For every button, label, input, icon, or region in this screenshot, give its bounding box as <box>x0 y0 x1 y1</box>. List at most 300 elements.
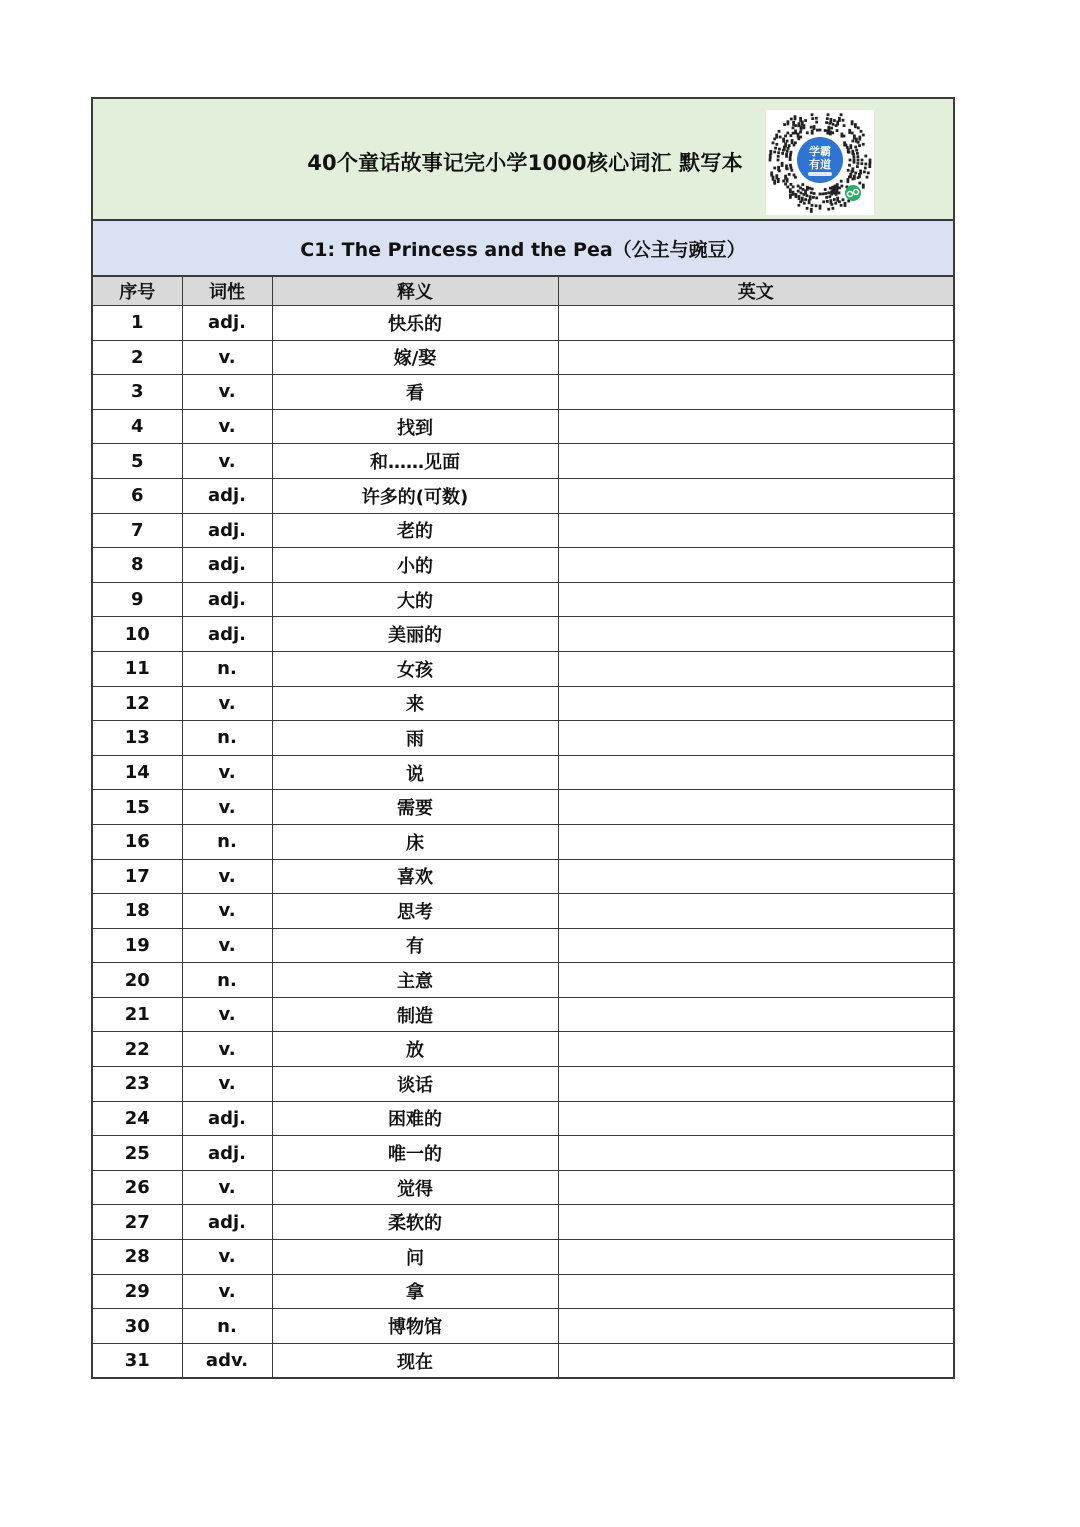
qr-dot <box>810 191 813 194</box>
qr-dot <box>815 204 818 207</box>
row-part-of-speech: n. <box>182 721 272 756</box>
qr-dot <box>819 129 822 132</box>
qr-dot <box>825 196 828 199</box>
row-meaning: 柔软的 <box>272 1205 558 1240</box>
qr-dot <box>856 152 859 155</box>
row-english-answer[interactable] <box>558 513 953 548</box>
qr-dot <box>781 162 784 167</box>
column-header-number: 序号 <box>93 277 182 306</box>
row-meaning: 谈话 <box>272 1067 558 1102</box>
qr-dot <box>782 138 785 143</box>
table-row <box>93 859 953 894</box>
qr-dot <box>784 143 787 148</box>
row-number: 9 <box>93 582 182 617</box>
qr-dot <box>811 188 814 191</box>
row-number: 29 <box>93 1274 182 1309</box>
qr-dot <box>784 135 787 138</box>
row-english-answer[interactable] <box>558 340 953 375</box>
qr-dot <box>832 123 835 126</box>
row-number: 20 <box>93 963 182 998</box>
row-number: 26 <box>93 1170 182 1205</box>
row-meaning: 嫁/娶 <box>272 340 558 375</box>
row-english-answer[interactable] <box>558 1067 953 1102</box>
row-english-answer[interactable] <box>558 1343 953 1377</box>
qr-dot <box>857 159 860 162</box>
row-part-of-speech: v. <box>182 340 272 375</box>
qr-code-icon <box>766 110 874 215</box>
row-meaning: 和……见面 <box>272 444 558 479</box>
qr-dot <box>812 196 815 199</box>
qr-dot <box>852 140 855 143</box>
qr-dot <box>787 120 790 125</box>
qr-dot <box>840 204 843 207</box>
row-meaning: 找到 <box>272 409 558 444</box>
qr-dot <box>789 164 792 167</box>
row-english-answer[interactable] <box>558 409 953 444</box>
qr-dot <box>835 193 838 196</box>
table-row <box>93 306 953 341</box>
row-english-answer[interactable] <box>558 1274 953 1309</box>
qr-dot <box>777 166 780 171</box>
qr-dot <box>778 130 781 133</box>
qr-dot <box>815 197 818 200</box>
row-part-of-speech: v. <box>182 1032 272 1067</box>
qr-dot <box>857 141 860 144</box>
row-part-of-speech: v. <box>182 375 272 410</box>
row-part-of-speech: n. <box>182 651 272 686</box>
row-part-of-speech: adj. <box>182 617 272 652</box>
qr-dot <box>792 132 795 135</box>
row-part-of-speech: v. <box>182 444 272 479</box>
qr-dot <box>848 151 851 154</box>
qr-dot <box>857 176 860 179</box>
row-meaning: 看 <box>272 375 558 410</box>
qr-dot <box>825 192 828 195</box>
row-english-answer[interactable] <box>558 721 953 756</box>
row-english-answer[interactable] <box>558 755 953 790</box>
qr-dot <box>815 117 818 120</box>
qr-dot <box>791 139 794 144</box>
table-row <box>93 928 953 963</box>
qr-dot <box>787 147 790 150</box>
row-number: 13 <box>93 721 182 756</box>
row-part-of-speech: v. <box>182 755 272 790</box>
table-row <box>93 375 953 410</box>
qr-dot <box>822 193 825 196</box>
qr-dot <box>860 162 863 165</box>
row-number: 4 <box>93 409 182 444</box>
row-meaning: 问 <box>272 1240 558 1275</box>
qr-dot <box>773 151 776 154</box>
qr-dot <box>777 155 780 158</box>
qr-dot <box>838 117 841 122</box>
row-english-answer[interactable] <box>558 1170 953 1205</box>
row-part-of-speech: v. <box>182 686 272 721</box>
row-number: 11 <box>93 651 182 686</box>
row-part-of-speech: adj. <box>182 1205 272 1240</box>
qr-label-line1: 学霸 <box>809 145 831 158</box>
table-row <box>93 997 953 1032</box>
row-english-answer[interactable] <box>558 548 953 583</box>
qr-dot <box>842 119 845 122</box>
qr-dot <box>824 188 827 191</box>
qr-dot <box>806 194 809 197</box>
qr-dot <box>794 130 797 135</box>
title-band <box>93 99 953 221</box>
row-english-answer[interactable] <box>558 651 953 686</box>
qr-dot <box>829 130 832 135</box>
qr-dot <box>810 126 813 129</box>
qr-dot <box>848 129 851 134</box>
table-row <box>93 1032 953 1067</box>
table-row <box>93 444 953 479</box>
qr-dot <box>854 146 857 149</box>
row-english-answer[interactable] <box>558 1101 953 1136</box>
qr-dot <box>777 159 780 162</box>
qr-dot <box>802 188 805 191</box>
qr-dot <box>769 150 772 155</box>
row-english-answer[interactable] <box>558 478 953 513</box>
table-row <box>93 1067 953 1102</box>
row-meaning: 来 <box>272 686 558 721</box>
qr-dot <box>830 118 833 123</box>
qr-dot <box>773 167 776 170</box>
qr-dot <box>786 132 789 135</box>
qr-dot <box>798 204 801 207</box>
qr-dot <box>828 195 831 198</box>
row-meaning: 床 <box>272 824 558 859</box>
row-english-answer[interactable] <box>558 790 953 825</box>
row-english-answer[interactable] <box>558 894 953 929</box>
row-part-of-speech: v. <box>182 997 272 1032</box>
qr-dot <box>775 174 778 179</box>
row-part-of-speech: adj. <box>182 548 272 583</box>
qr-dot <box>847 178 850 183</box>
qr-dot <box>789 153 792 156</box>
qr-dot <box>840 180 843 183</box>
qr-dot <box>799 117 802 122</box>
qr-dot <box>827 191 830 194</box>
row-number: 2 <box>93 340 182 375</box>
row-english-answer[interactable] <box>558 963 953 998</box>
qr-dot <box>792 126 795 129</box>
qr-dot <box>799 136 802 139</box>
row-part-of-speech: v. <box>182 859 272 894</box>
qr-dot <box>803 202 806 205</box>
qr-dot <box>833 198 836 201</box>
qr-dot <box>849 159 852 162</box>
qr-dot <box>827 126 830 131</box>
qr-dot <box>811 130 814 135</box>
qr-dot <box>838 187 841 190</box>
qr-dot <box>781 152 784 155</box>
table-row <box>93 1170 953 1205</box>
qr-dot <box>811 113 814 116</box>
qr-dot <box>856 165 859 168</box>
row-meaning: 主意 <box>272 963 558 998</box>
row-english-answer[interactable] <box>558 306 953 341</box>
chapter-title: C1: The Princess and the Pea（公主与豌豆） <box>93 221 953 277</box>
qr-dot <box>783 123 786 126</box>
worksheet <box>91 97 955 1379</box>
qr-dot <box>848 176 851 179</box>
table-row <box>93 1274 953 1309</box>
qr-dot <box>869 159 872 164</box>
qr-label-line2: 有道 <box>809 158 831 171</box>
row-part-of-speech: n. <box>182 963 272 998</box>
row-english-answer[interactable] <box>558 686 953 721</box>
qr-dot <box>852 178 855 181</box>
qr-dot <box>852 153 855 156</box>
qr-dot <box>811 117 814 120</box>
row-part-of-speech: v. <box>182 790 272 825</box>
qr-dot <box>790 134 793 137</box>
row-meaning: 需要 <box>272 790 558 825</box>
row-number: 19 <box>93 928 182 963</box>
table-row <box>93 894 953 929</box>
table-row <box>93 478 953 513</box>
qr-dot <box>866 176 869 179</box>
row-number: 28 <box>93 1240 182 1275</box>
qr-dot <box>858 136 861 141</box>
column-header-meaning: 释义 <box>272 277 558 306</box>
row-english-answer[interactable] <box>558 997 953 1032</box>
table-row <box>93 824 953 859</box>
qr-dot <box>784 183 787 186</box>
row-part-of-speech: n. <box>182 824 272 859</box>
row-part-of-speech: v. <box>182 1240 272 1275</box>
table-row <box>93 1136 953 1171</box>
qr-dot <box>851 120 854 125</box>
qr-dot <box>832 207 835 210</box>
row-number: 8 <box>93 548 182 583</box>
qr-dot <box>790 118 793 121</box>
row-number: 3 <box>93 375 182 410</box>
qr-dot <box>799 200 802 203</box>
row-english-answer[interactable] <box>558 617 953 652</box>
qr-dot <box>786 140 789 143</box>
qr-dot <box>790 169 793 172</box>
row-english-answer[interactable] <box>558 1309 953 1344</box>
qr-dot <box>857 162 860 165</box>
qr-dot <box>862 184 865 189</box>
row-meaning: 觉得 <box>272 1170 558 1205</box>
qr-dot <box>806 131 809 134</box>
table-row <box>93 721 953 756</box>
qr-dot <box>784 175 787 180</box>
row-meaning: 现在 <box>272 1343 558 1377</box>
qr-dot <box>827 208 830 211</box>
qr-dot <box>785 153 788 158</box>
qr-dot <box>795 193 798 198</box>
row-english-answer[interactable] <box>558 1136 953 1171</box>
qr-dot <box>822 200 825 203</box>
row-english-answer[interactable] <box>558 928 953 963</box>
qr-dot <box>864 167 867 170</box>
qr-dot <box>785 165 788 170</box>
qr-dot <box>797 190 800 193</box>
qr-dot <box>782 180 785 183</box>
qr-dot <box>863 171 866 174</box>
row-number: 30 <box>93 1309 182 1344</box>
table-row <box>93 1343 953 1377</box>
qr-dot <box>831 131 834 134</box>
row-meaning: 喜欢 <box>272 859 558 894</box>
row-number: 25 <box>93 1136 182 1171</box>
qr-dot <box>813 192 816 195</box>
vocabulary-table <box>93 277 953 1377</box>
row-part-of-speech: v. <box>182 928 272 963</box>
row-number: 22 <box>93 1032 182 1067</box>
table-row <box>93 1240 953 1275</box>
row-meaning: 思考 <box>272 894 558 929</box>
row-meaning: 放 <box>272 1032 558 1067</box>
qr-dot <box>864 155 867 158</box>
qr-dot <box>774 147 777 150</box>
qr-dot <box>842 198 845 201</box>
qr-dot <box>769 154 772 159</box>
row-number: 21 <box>93 997 182 1032</box>
qr-dot <box>772 142 775 145</box>
qr-dot <box>794 115 797 120</box>
row-number: 31 <box>93 1343 182 1377</box>
row-meaning: 美丽的 <box>272 617 558 652</box>
row-part-of-speech: v. <box>182 1170 272 1205</box>
qr-dot <box>826 117 829 120</box>
table-row <box>93 651 953 686</box>
table-row <box>93 963 953 998</box>
qr-dot <box>824 129 827 132</box>
row-meaning: 快乐的 <box>272 306 558 341</box>
qr-dot <box>864 163 867 166</box>
row-part-of-speech: adj. <box>182 478 272 513</box>
table-row <box>93 790 953 825</box>
row-english-answer[interactable] <box>558 582 953 617</box>
table-row <box>93 1205 953 1240</box>
qr-dot <box>775 134 778 139</box>
row-english-answer[interactable] <box>558 444 953 479</box>
row-number: 1 <box>93 306 182 341</box>
qr-dot <box>777 151 780 154</box>
row-english-answer[interactable] <box>558 1032 953 1067</box>
qr-dot <box>804 198 807 201</box>
row-english-answer[interactable] <box>558 824 953 859</box>
qr-dot <box>804 119 807 122</box>
row-number: 18 <box>93 894 182 929</box>
row-part-of-speech: n. <box>182 1309 272 1344</box>
qr-dot <box>834 202 837 205</box>
qr-dot <box>806 207 809 210</box>
row-number: 24 <box>93 1101 182 1136</box>
qr-dot <box>867 172 870 175</box>
column-header-english: 英文 <box>558 277 953 306</box>
qr-dot <box>813 125 816 130</box>
row-english-answer[interactable] <box>558 859 953 894</box>
qr-dot <box>843 135 846 138</box>
qr-dot <box>779 136 782 139</box>
qr-dot <box>794 141 797 144</box>
table-row <box>93 548 953 583</box>
qr-dot <box>862 143 865 146</box>
table-row <box>93 686 953 721</box>
qr-dot <box>853 159 856 164</box>
qr-dot <box>838 192 841 195</box>
qr-dot <box>790 166 793 169</box>
qr-dot <box>836 129 839 132</box>
qr-dot <box>854 123 857 128</box>
page-title: 40个童话故事记完小学1000核心词汇 默写本 <box>307 151 743 175</box>
row-part-of-speech: adv. <box>182 1343 272 1377</box>
row-part-of-speech: v. <box>182 1274 272 1309</box>
qr-dot <box>841 185 844 188</box>
qr-dot <box>792 191 795 196</box>
qr-dot <box>858 144 861 147</box>
row-number: 14 <box>93 755 182 790</box>
row-meaning: 唯一的 <box>272 1136 558 1171</box>
qr-dot <box>840 113 843 116</box>
row-meaning: 许多的(可数) <box>272 478 558 513</box>
qr-dot <box>830 191 833 196</box>
row-number: 17 <box>93 859 182 894</box>
row-part-of-speech: v. <box>182 1067 272 1102</box>
qr-dot <box>857 127 860 130</box>
qr-dot <box>811 204 814 207</box>
qr-dot <box>843 124 846 127</box>
qr-dot <box>851 170 854 173</box>
row-part-of-speech: adj. <box>182 513 272 548</box>
table-row <box>93 617 953 652</box>
row-english-answer[interactable] <box>558 1205 953 1240</box>
qr-dot <box>792 121 795 126</box>
row-meaning: 制造 <box>272 997 558 1032</box>
qr-dot <box>857 155 860 158</box>
qr-dot <box>847 169 850 172</box>
table-row <box>93 1309 953 1344</box>
row-number: 23 <box>93 1067 182 1102</box>
qr-dot <box>789 156 792 161</box>
row-number: 10 <box>93 617 182 652</box>
qr-dot <box>844 202 847 207</box>
qr-dot <box>833 119 836 122</box>
row-number: 6 <box>93 478 182 513</box>
qr-dot <box>827 113 830 116</box>
row-part-of-speech: v. <box>182 409 272 444</box>
qr-dot <box>851 132 854 135</box>
qr-dot <box>786 150 789 153</box>
qr-dot <box>849 144 852 149</box>
qr-dot <box>860 130 863 133</box>
row-meaning: 拿 <box>272 1274 558 1309</box>
qr-dot <box>797 133 800 138</box>
qr-dot <box>775 143 778 146</box>
qr-dot <box>798 122 801 127</box>
row-number: 5 <box>93 444 182 479</box>
qr-dot <box>788 144 791 147</box>
row-english-answer[interactable] <box>558 375 953 410</box>
row-part-of-speech: adj. <box>182 1101 272 1136</box>
row-meaning: 老的 <box>272 513 558 548</box>
qr-dot <box>855 149 858 152</box>
qr-dot <box>848 164 851 167</box>
row-number: 15 <box>93 790 182 825</box>
row-meaning: 困难的 <box>272 1101 558 1136</box>
qr-dot <box>789 188 792 193</box>
qr-dot <box>793 174 796 177</box>
qr-dot <box>825 121 828 124</box>
qr-dot <box>778 148 781 151</box>
row-english-answer[interactable] <box>558 1240 953 1275</box>
row-part-of-speech: adj. <box>182 582 272 617</box>
